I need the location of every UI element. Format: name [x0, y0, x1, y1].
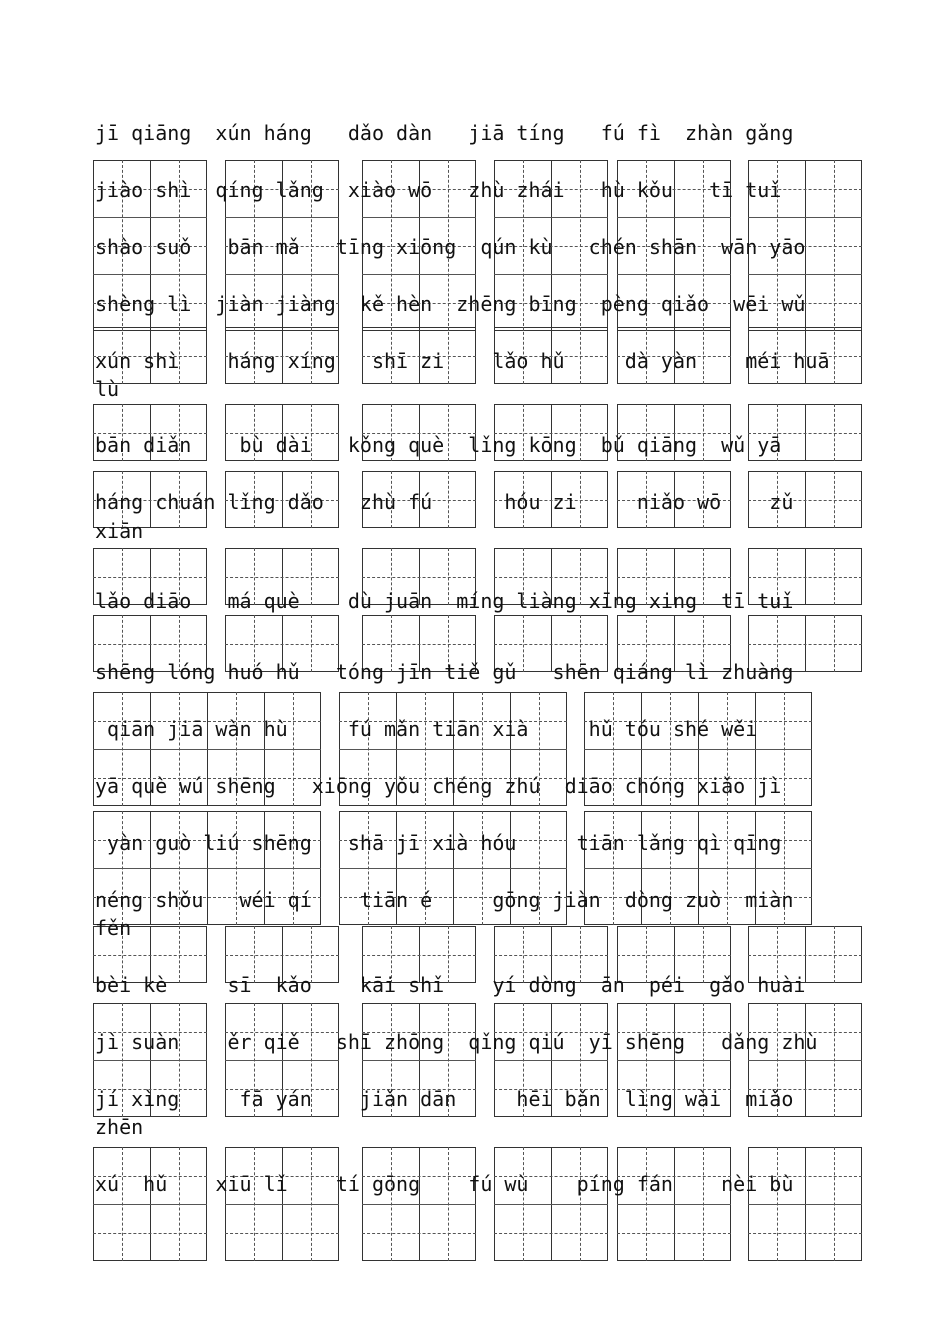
pinyin-line: xú hǔ xiū lǐ tí gōng fú wù píng fán nèi bù: [95, 1172, 794, 1196]
row-divider: [339, 868, 567, 869]
pinyin-line: jí xìng fā yán jiǎn dān hēi bǎn lìng wài miǎo: [95, 1087, 794, 1111]
row-divider: [748, 1060, 862, 1061]
row-divider: [225, 217, 339, 218]
guide-line: [617, 1233, 731, 1234]
row-divider: [494, 217, 608, 218]
guide-line: [93, 577, 207, 578]
guide-line: [225, 577, 339, 578]
row-divider: [617, 1060, 731, 1061]
row-divider: [225, 274, 339, 275]
pinyin-line: xiān: [95, 519, 144, 543]
pinyin-line: lù: [95, 377, 120, 401]
row-divider: [494, 1204, 608, 1205]
guide-line: [617, 644, 731, 645]
guide-line: [225, 955, 339, 956]
row-divider: [494, 274, 608, 275]
row-divider: [93, 1204, 207, 1205]
row-divider: [362, 274, 476, 275]
row-divider: [339, 749, 567, 750]
pinyin-line: zhēn: [95, 1115, 144, 1139]
pinyin-line: shēng lóng huó hǔ tóng jīn tiě gǔ shēn qiáng lì zhuàng: [95, 660, 794, 684]
pinyin-line: jī qiāng xún háng dǎo dàn jiā tíng fú fì zhàn gǎng: [95, 121, 794, 145]
row-divider: [362, 1204, 476, 1205]
row-divider: [617, 1204, 731, 1205]
pinyin-line: jiào shì qíng lǎng xiào wō zhù zhái hù kǒu tī tuǐ: [95, 178, 782, 202]
pinyin-line: bèi kè sī kǎo kāi shǐ yí dòng ān péi gǎo huài: [95, 973, 806, 997]
pinyin-line: yā què wú shēng xiōng yǒu chéng zhú diāo chóng xiǎo jì: [95, 774, 782, 798]
guide-line: [494, 1233, 608, 1234]
row-divider: [225, 1204, 339, 1205]
guide-line: [748, 955, 862, 956]
row-divider: [494, 1060, 608, 1061]
pinyin-line: shào suǒ bān mǎ tīng xiōng qún kù chén shān wān yāo: [95, 235, 806, 259]
row-divider: [584, 749, 812, 750]
pinyin-line: xún shì háng xíng shī zi lǎo hǔ dà yàn méi huā: [95, 349, 830, 373]
guide-line: [748, 644, 862, 645]
guide-line: [617, 955, 731, 956]
row-divider: [617, 217, 731, 218]
row-divider: [225, 1060, 339, 1061]
pinyin-line: fěn: [95, 916, 132, 940]
guide-line: [93, 955, 207, 956]
guide-line: [225, 644, 339, 645]
row-divider: [362, 1060, 476, 1061]
guide-line: [748, 577, 862, 578]
row-divider: [93, 1060, 207, 1061]
pinyin-line: shèng lì jiàn jiàng kě hèn zhēng bīng pèng qiǎo wēi wǔ: [95, 292, 806, 316]
guide-line: [362, 955, 476, 956]
row-divider: [748, 217, 862, 218]
pinyin-line: lǎo diāo má què dù juān míng liàng xīng xing tī tuǐ: [95, 589, 794, 613]
pinyin-line: háng chuán lǐng dǎo zhù fú hóu zi niǎo wō zǔ: [95, 490, 794, 514]
row-divider: [93, 868, 321, 869]
row-divider: [748, 1204, 862, 1205]
row-divider: [93, 274, 207, 275]
guide-line: [362, 644, 476, 645]
pinyin-line: néng shǒu wéi qí tiān é gōng jiàn dòng zuò miàn: [95, 888, 794, 912]
pinyin-line: jì suàn ěr qiě shī zhōng qǐng qiú yī shēng dǎng zhù: [95, 1030, 818, 1054]
guide-line: [93, 1233, 207, 1234]
guide-line: [617, 577, 731, 578]
pinyin-line: yàn guò liú shēng shā jī xià hóu tiān lǎng qì qīng: [95, 831, 782, 855]
row-divider: [93, 217, 207, 218]
guide-line: [494, 644, 608, 645]
row-divider: [362, 217, 476, 218]
pinyin-line: qiān jiā wàn hù fú mǎn tiān xià hǔ tóu shé wěi: [95, 717, 758, 741]
guide-line: [494, 955, 608, 956]
row-divider: [584, 868, 812, 869]
guide-line: [225, 1233, 339, 1234]
row-divider: [93, 749, 321, 750]
pinyin-line: bān diǎn bù dài kǒng què lǐng kōng bǔ qiāng wǔ yā: [95, 433, 782, 457]
guide-line: [362, 577, 476, 578]
guide-line: [93, 644, 207, 645]
guide-line: [748, 1233, 862, 1234]
guide-line: [494, 577, 608, 578]
row-divider: [748, 274, 862, 275]
guide-line: [362, 1233, 476, 1234]
row-divider: [617, 274, 731, 275]
